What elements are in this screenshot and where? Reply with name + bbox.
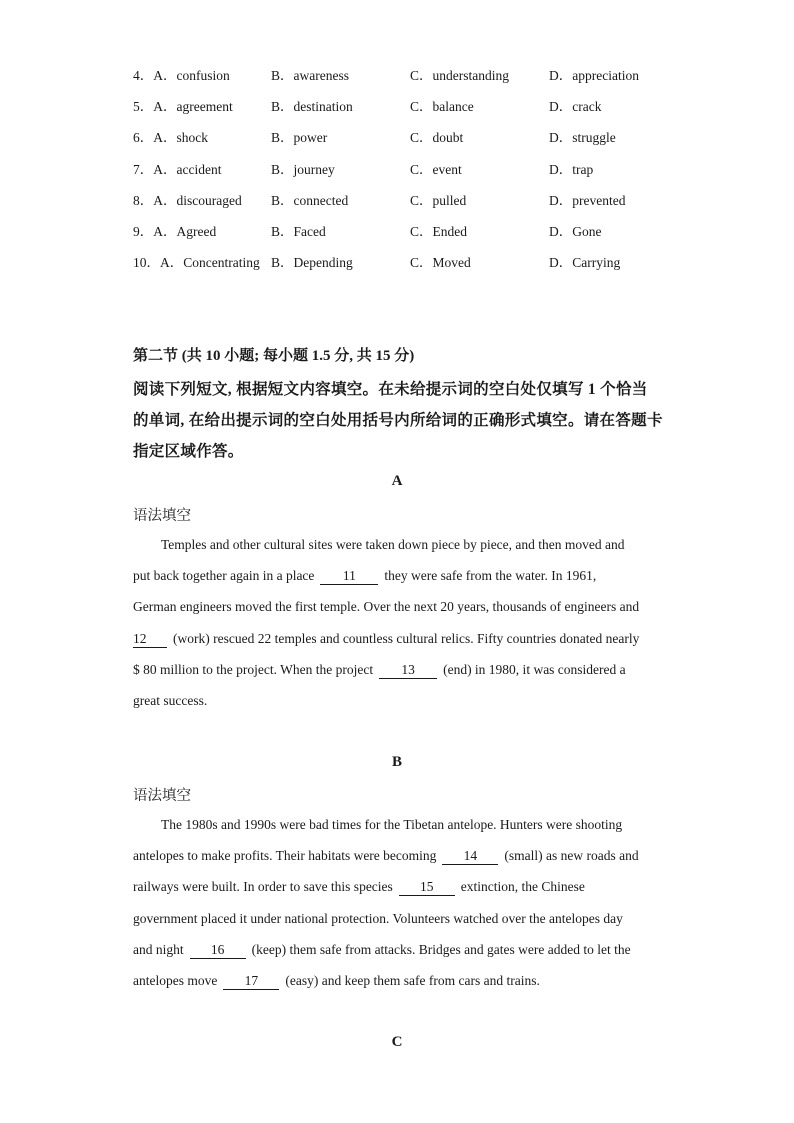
option-b: B．awareness [271, 68, 349, 83]
blank-15: 15 [399, 879, 455, 896]
option-a: 10．A．Concentrating [133, 255, 260, 271]
passage-line: railways were built. In order to save this species 15 extinction, the Chinese [133, 879, 585, 895]
option-a: 8．A．discouraged [133, 192, 242, 208]
question-row [133, 222, 693, 253]
option-c: C．balance [410, 99, 474, 115]
blank-12: 12 [133, 631, 167, 648]
options-list [133, 66, 693, 284]
blank-17: 17 [223, 973, 279, 990]
option-c: C．Ended [410, 223, 467, 239]
passage-line: and night 16 (keep) them safe from attacks. Bridges and gates were added to let the [133, 941, 631, 957]
question-row [133, 97, 693, 128]
option-d: D．Gone [549, 223, 602, 239]
option-b: B．connected [271, 192, 349, 208]
blank-14: 14 [442, 848, 498, 865]
option-d: D．appreciation [549, 68, 639, 83]
section-heading: 第二节 (共 10 小题; 每小题 1.5 分, 共 15 分) [133, 348, 415, 364]
passage-line: great success. [133, 692, 208, 708]
section-instructions: 阅读下列短文, 根据短文内容填空。在未给提示词的空白处仅填写 1 个恰当的单词, 在给出提示词的空白处用括号内所给词的正确形式填空。请在答题卡指定区域作答。 [133, 381, 663, 460]
option-c: C．understanding [410, 68, 509, 83]
option-d: D．trap [549, 161, 594, 177]
passage-line: The 1980s and 1990s were bad times for the Tibetan antelope. Hunters were shooting [161, 817, 623, 832]
option-d: D．crack [549, 99, 602, 115]
option-a: 5．A．agreement [133, 99, 233, 115]
passage-line: 12 (work) rescued 22 temples and countless cultural relics. Fifty countries donated nearly [133, 630, 640, 646]
part-a-letter: A [391, 473, 403, 489]
passage-line: German engineers moved the first temple. Over the next 20 years, thousands of engineers and [133, 599, 640, 615]
part-b-letter: B [391, 754, 402, 770]
part-b-subtitle: 语法填空 [133, 788, 191, 804]
option-c: C．event [410, 161, 462, 177]
option-c: C．pulled [410, 192, 467, 208]
passage-line: put back together again in a place 11 they were safe from the water. In 1961, [133, 568, 597, 584]
passage-line: antelopes to make profits. Their habitats were becoming 14 (small) as new roads and [133, 848, 639, 864]
part-a-subtitle: 语法填空 [133, 508, 191, 524]
passage-line: Temples and other cultural sites were taken down piece by piece, and then moved and [161, 537, 625, 552]
blank-13: 13 [379, 662, 437, 679]
blank-11: 11 [320, 568, 378, 585]
option-a: 4．A．confusion [133, 68, 230, 83]
blank-16: 16 [190, 942, 246, 959]
option-a: 7．A．accident [133, 161, 222, 177]
option-c: C．doubt [410, 130, 464, 146]
option-d: D．Carrying [549, 255, 621, 271]
part-b-passage [133, 809, 663, 996]
option-a: 9．A．Agreed [133, 223, 217, 239]
question-row [133, 160, 693, 191]
question-row [133, 66, 693, 97]
option-b: B．Faced [271, 223, 326, 239]
option-a: 6．A．shock [133, 130, 208, 146]
passage-line: $ 80 million to the project. When the project 13 (end) in 1980, it was considered a [133, 661, 626, 677]
option-b: B．power [271, 130, 328, 146]
part-c-letter: C [391, 1034, 403, 1050]
option-d: D．prevented [549, 192, 626, 208]
question-row [133, 128, 693, 159]
part-a-passage [133, 529, 663, 716]
passage-line: government placed it under national protection. Volunteers watched over the antelopes day [133, 910, 623, 926]
question-row [133, 191, 693, 222]
option-c: C．Moved [410, 255, 471, 271]
option-b: B．destination [271, 99, 353, 115]
option-b: B．Depending [271, 255, 353, 271]
passage-line: antelopes move 17 (easy) and keep them safe from cars and trains. [133, 972, 540, 988]
question-row [133, 253, 693, 284]
option-b: B．journey [271, 161, 335, 177]
option-d: D．struggle [549, 130, 616, 146]
